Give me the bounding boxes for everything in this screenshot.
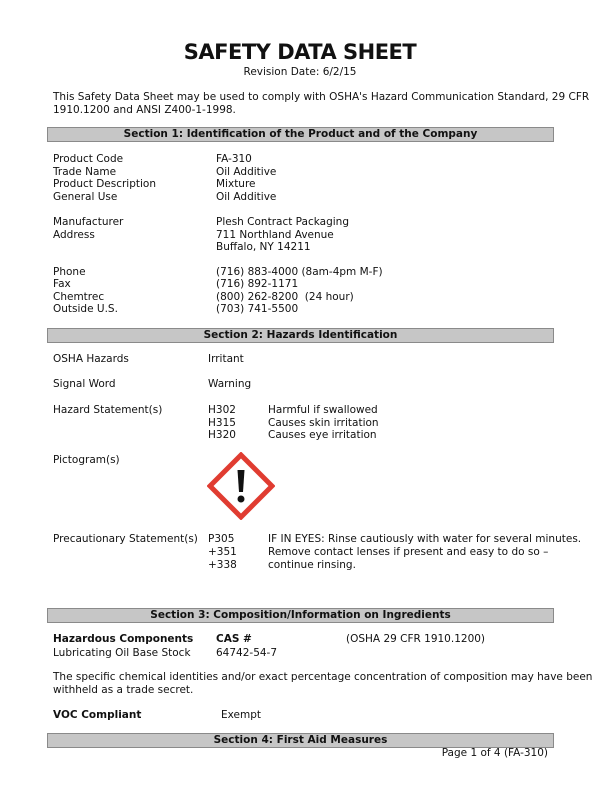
column-header-cas: CAS # (216, 633, 252, 645)
precaution-text: IF IN EYES: Rinse cautiously with water for several minutes. (268, 533, 582, 545)
product-description: Mixture (216, 178, 256, 190)
signal-word: Warning (208, 378, 252, 390)
trade-name: Oil Additive (216, 166, 277, 178)
cas-number: 64742-54-7 (216, 647, 278, 659)
precaution-code: +338 (208, 559, 237, 571)
section-2-header: Section 2: Hazards Identification (47, 328, 554, 343)
precaution-code: +351 (208, 546, 237, 558)
label: Chemtrec (53, 291, 105, 303)
address-line-1: 711 Northland Avenue (216, 229, 334, 241)
precaution-code: P305 (208, 533, 235, 545)
component-name: Lubricating Oil Base Stock (53, 647, 191, 659)
label: Product Code (53, 153, 124, 165)
page-title: SAFETY DATA SHEET (183, 40, 417, 64)
label: Product Description (53, 178, 157, 190)
hazard-code: H302 (208, 404, 236, 416)
label: Manufacturer (53, 216, 124, 228)
product-code: FA-310 (216, 153, 252, 165)
exclamation-mark-pictogram-icon (207, 452, 275, 520)
trade-secret-note-2: withheld as a trade secret. (53, 684, 194, 696)
label: Signal Word (53, 378, 116, 390)
label: Address (53, 229, 95, 241)
manufacturer: Plesh Contract Packaging (216, 216, 349, 228)
label: Pictogram(s) (53, 454, 120, 466)
hazard-text: Harmful if swallowed (268, 404, 378, 416)
label: Precautionary Statement(s) (53, 533, 198, 545)
precaution-text: Remove contact lenses if present and easy to do so – (268, 546, 549, 558)
label: Phone (53, 266, 86, 278)
label: Trade Name (53, 166, 117, 178)
intro-line-2: 1910.1200 and ANSI Z400-1-1998. (53, 104, 236, 116)
hazard-text: Causes eye irritation (268, 429, 377, 441)
voc-label: VOC Compliant (53, 709, 142, 721)
precaution-text: continue rinsing. (268, 559, 356, 571)
column-header-osha: (OSHA 29 CFR 1910.1200) (346, 633, 486, 645)
label: Fax (53, 278, 71, 290)
column-header-component: Hazardous Components (53, 633, 194, 645)
label: Hazard Statement(s) (53, 404, 163, 416)
outside-us-phone: (703) 741-5500 (216, 303, 299, 315)
section-4-header: Section 4: First Aid Measures (47, 733, 554, 748)
hazard-code: H315 (208, 417, 236, 429)
fax: (716) 892-1171 (216, 278, 299, 290)
label: General Use (53, 191, 118, 203)
address-line-2: Buffalo, NY 14211 (216, 241, 311, 253)
trade-secret-note-1: The specific chemical identities and/or exact percentage concentration of composition may have been (53, 671, 593, 683)
label: OSHA Hazards (53, 353, 129, 365)
hazard-text: Causes skin irritation (268, 417, 379, 429)
page-footer: Page 1 of 4 (FA-310) (441, 747, 548, 759)
label: Outside U.S. (53, 303, 118, 315)
voc-value: Exempt (221, 709, 261, 721)
osha-hazards: Irritant (208, 353, 244, 365)
chemtrec: (800) 262-8200 (24 hour) (216, 291, 354, 303)
hazard-code: H320 (208, 429, 236, 441)
section-3-header: Section 3: Composition/Information on Ingredients (47, 608, 554, 623)
general-use: Oil Additive (216, 191, 277, 203)
intro-line-1: This Safety Data Sheet may be used to comply with OSHA's Hazard Communication Standard, 29 CFR (53, 91, 590, 103)
revision-date: Revision Date: 6/2/15 (243, 66, 357, 78)
phone: (716) 883-4000 (8am-4pm M-F) (216, 266, 383, 278)
section-1-header: Section 1: Identification of the Product and of the Company (47, 127, 554, 142)
